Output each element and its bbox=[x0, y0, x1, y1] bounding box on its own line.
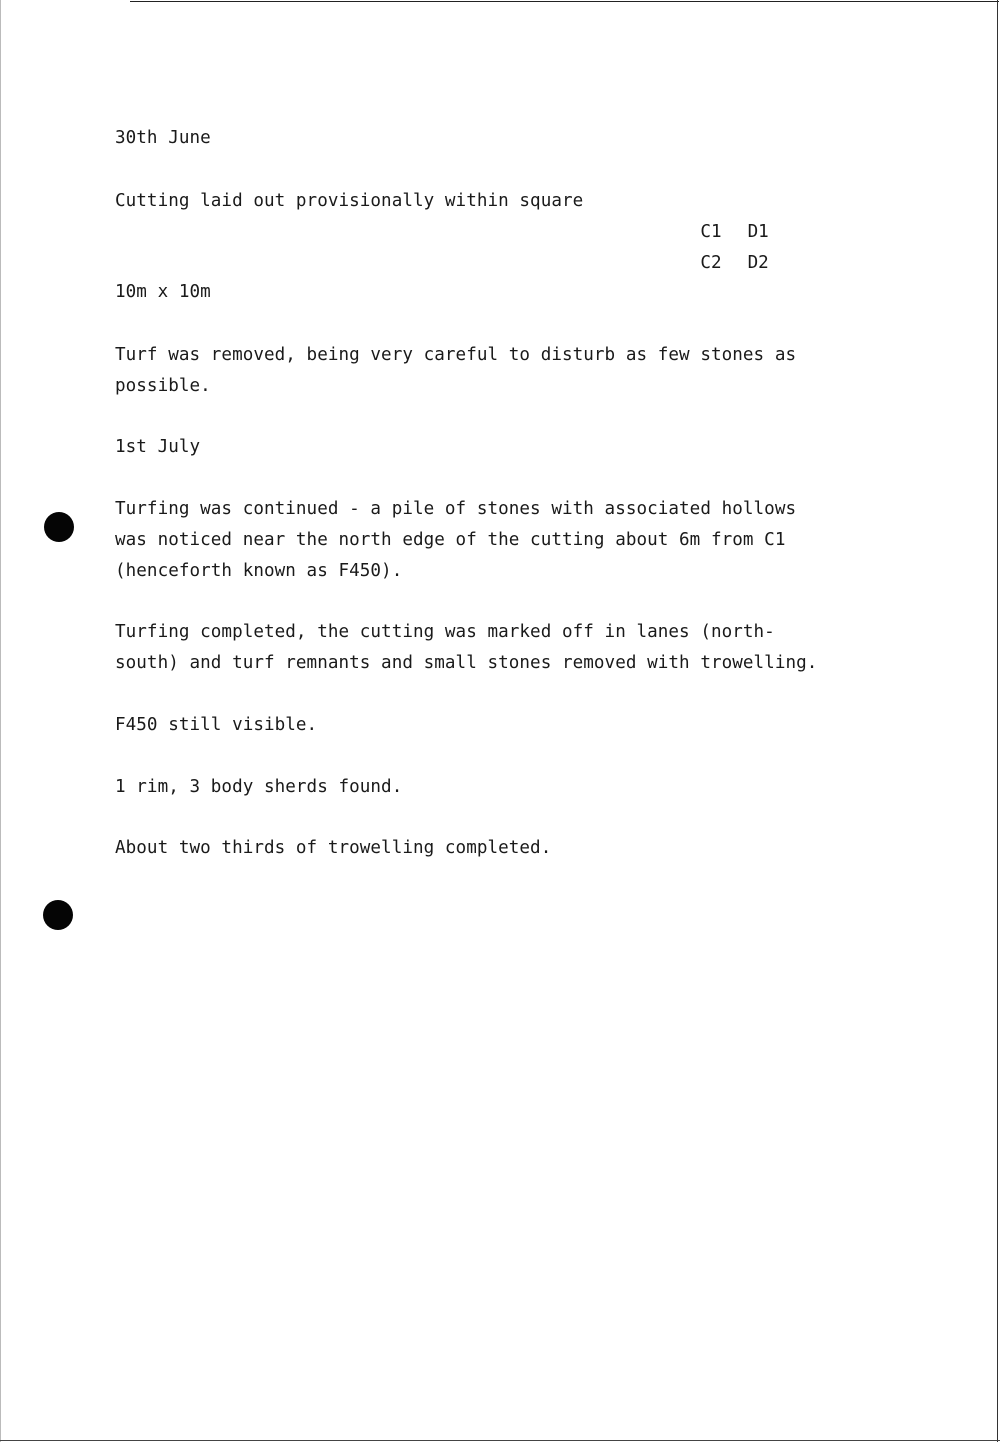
turfing-continued-line-3: (henceforth known as F450). bbox=[115, 561, 403, 581]
punch-hole-upper bbox=[44, 512, 74, 542]
punch-hole-lower bbox=[43, 900, 73, 930]
square-grid-row-2 bbox=[658, 217, 769, 310]
entry-date-1-july: 1st July bbox=[115, 437, 201, 457]
turfing-completed-line-2: south) and turf remnants and small stones removed with trowelling. bbox=[115, 653, 818, 673]
page-edge-bottom bbox=[0, 1440, 1000, 1441]
turf-removed-line-2: possible. bbox=[115, 376, 211, 396]
entry-date-30-june: 30th June bbox=[115, 128, 211, 148]
square-c1: C1 bbox=[700, 222, 722, 242]
square-d1: D1 bbox=[747, 222, 769, 242]
turf-removed-line-1: Turf was removed, being very careful to disturb as few stones as bbox=[115, 345, 797, 365]
turfing-continued-line-1: Turfing was continued - a pile of stones with associated hollows bbox=[115, 499, 797, 519]
trowelling-progress: About two thirds of trowelling completed. bbox=[115, 838, 552, 858]
cutting-size: 10m x 10m bbox=[115, 282, 211, 302]
square-d2: D2 bbox=[747, 253, 769, 273]
square-c2: C2 bbox=[700, 253, 722, 273]
finds-note: 1 rim, 3 body sherds found. bbox=[115, 777, 403, 797]
page-edge-left bbox=[0, 0, 1, 1442]
f450-visible: F450 still visible. bbox=[115, 715, 318, 735]
turfing-completed-line-1: Turfing completed, the cutting was marked off in lanes (north- bbox=[115, 622, 775, 642]
turfing-continued-line-2: was noticed near the north edge of the cutting about 6m from C1 bbox=[115, 530, 786, 550]
page-edge-top bbox=[130, 1, 999, 2]
cutting-layout-text: Cutting laid out provisionally within square bbox=[115, 191, 584, 211]
page-edge-right bbox=[997, 0, 998, 1442]
